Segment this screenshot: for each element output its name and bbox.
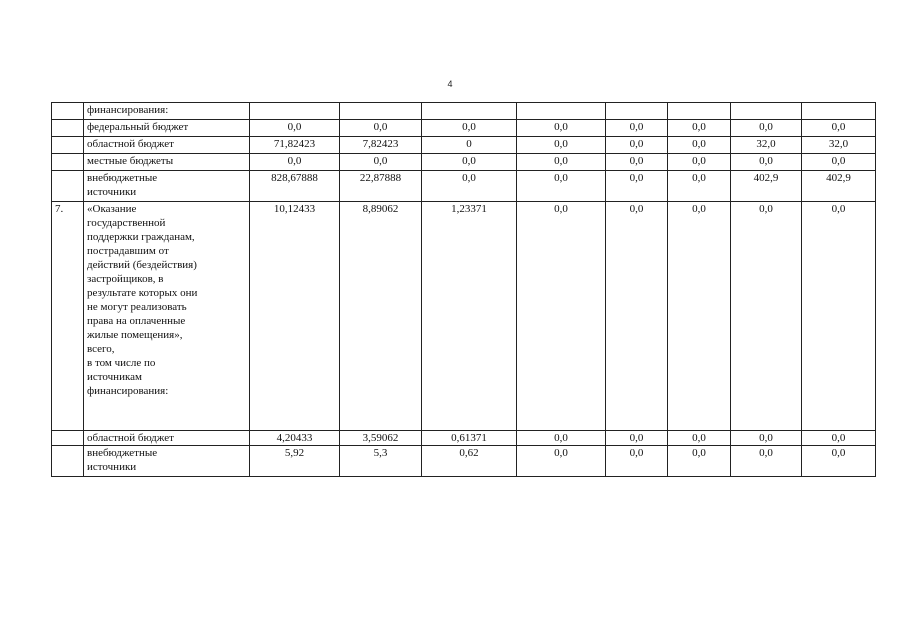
value-cell: 0,0 — [340, 154, 422, 171]
row-name: «Оказание государственной поддержки гражданам, пострадавшим от действий (бездействия) застройщиков, в результате которых они не могут реализовать права на оплаченные жилые помещения», всего, в том числе по источникам финансирования: — [84, 202, 250, 431]
value-cell: 0,0 — [606, 137, 668, 154]
value-cell: 0,0 — [422, 171, 517, 202]
value-cell: 0,0 — [517, 171, 606, 202]
row-number — [52, 446, 84, 477]
value-cell: 0,0 — [422, 120, 517, 137]
row-name: областной бюджет — [84, 137, 250, 154]
value-cell: 0,0 — [340, 120, 422, 137]
value-cell: 0,61371 — [422, 431, 517, 446]
value-cell: 0,0 — [517, 431, 606, 446]
row-number: 7. — [52, 202, 84, 431]
value-cell: 22,87888 — [340, 171, 422, 202]
value-cell: 3,59062 — [340, 431, 422, 446]
value-cell: 0,62 — [422, 446, 517, 477]
row-number — [52, 103, 84, 120]
row-number — [52, 431, 84, 446]
value-cell: 0,0 — [517, 120, 606, 137]
table-row — [52, 154, 876, 171]
value-cell: 32,0 — [731, 137, 802, 154]
value-cell: 0,0 — [802, 446, 876, 477]
value-cell: 8,89062 — [340, 202, 422, 431]
row-number — [52, 171, 84, 202]
value-cell: 0,0 — [517, 137, 606, 154]
table-row — [52, 171, 876, 202]
value-cell: 402,9 — [802, 171, 876, 202]
row-number — [52, 137, 84, 154]
value-cell: 0,0 — [802, 120, 876, 137]
value-cell: 0,0 — [250, 120, 340, 137]
value-cell — [731, 103, 802, 120]
value-cell: 0,0 — [250, 154, 340, 171]
table-row — [52, 431, 876, 446]
value-cell: 1,23371 — [422, 202, 517, 431]
value-cell: 0,0 — [606, 431, 668, 446]
value-cell: 828,67888 — [250, 171, 340, 202]
value-cell: 402,9 — [731, 171, 802, 202]
value-cell: 10,12433 — [250, 202, 340, 431]
table-row — [52, 446, 876, 477]
value-cell — [250, 103, 340, 120]
value-cell: 0,0 — [668, 431, 731, 446]
row-name: местные бюджеты — [84, 154, 250, 171]
row-name: федеральный бюджет — [84, 120, 250, 137]
table-row — [52, 120, 876, 137]
value-cell: 0,0 — [606, 120, 668, 137]
value-cell: 0,0 — [606, 154, 668, 171]
value-cell: 0,0 — [517, 446, 606, 477]
value-cell: 7,82423 — [340, 137, 422, 154]
value-cell — [802, 103, 876, 120]
value-cell: 0,0 — [731, 431, 802, 446]
value-cell — [606, 103, 668, 120]
value-cell: 0,0 — [517, 154, 606, 171]
value-cell: 0,0 — [802, 154, 876, 171]
value-cell: 0,0 — [668, 154, 731, 171]
value-cell: 0,0 — [517, 202, 606, 431]
value-cell: 5,92 — [250, 446, 340, 477]
value-cell: 0,0 — [668, 446, 731, 477]
value-cell — [668, 103, 731, 120]
row-name: внебюджетные источники — [84, 171, 250, 202]
value-cell: 0,0 — [731, 154, 802, 171]
value-cell — [517, 103, 606, 120]
table-row — [52, 137, 876, 154]
value-cell: 0,0 — [668, 171, 731, 202]
value-cell: 0,0 — [731, 446, 802, 477]
value-cell: 0,0 — [668, 202, 731, 431]
row-name: внебюджетные источники — [84, 446, 250, 477]
value-cell: 0,0 — [802, 431, 876, 446]
value-cell: 5,3 — [340, 446, 422, 477]
value-cell: 0,0 — [731, 120, 802, 137]
table-body — [52, 103, 876, 477]
value-cell: 0,0 — [668, 137, 731, 154]
value-cell: 0,0 — [606, 171, 668, 202]
value-cell: 0,0 — [668, 120, 731, 137]
table-row — [52, 103, 876, 120]
row-number — [52, 120, 84, 137]
value-cell — [340, 103, 422, 120]
value-cell: 4,20433 — [250, 431, 340, 446]
row-name: финансирования: — [84, 103, 250, 120]
value-cell — [422, 103, 517, 120]
page-number: 4 — [447, 79, 453, 89]
value-cell: 0 — [422, 137, 517, 154]
value-cell: 71,82423 — [250, 137, 340, 154]
value-cell: 0,0 — [606, 446, 668, 477]
value-cell: 0,0 — [802, 202, 876, 431]
budget-table — [51, 102, 876, 477]
value-cell: 0,0 — [422, 154, 517, 171]
row-number — [52, 154, 84, 171]
table-row — [52, 202, 876, 431]
value-cell: 0,0 — [731, 202, 802, 431]
value-cell: 0,0 — [606, 202, 668, 431]
row-name: областной бюджет — [84, 431, 250, 446]
value-cell: 32,0 — [802, 137, 876, 154]
